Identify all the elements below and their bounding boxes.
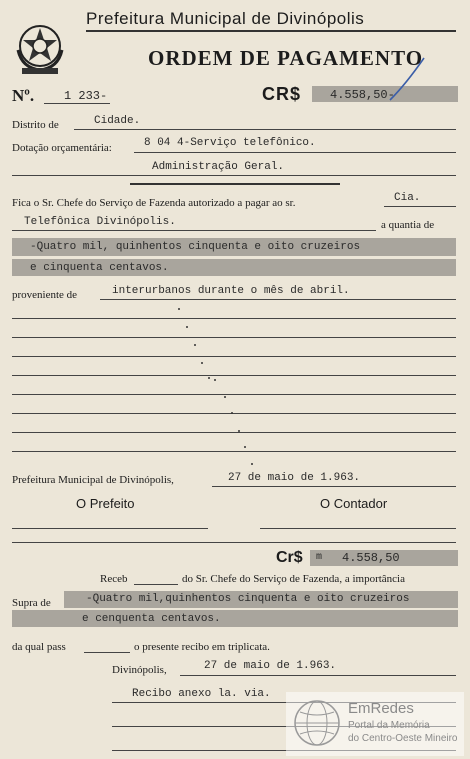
which-label: da qual pass — [12, 641, 66, 653]
header-currency-label: CR$ — [262, 84, 302, 104]
filler-dot — [178, 308, 180, 310]
section-divider — [130, 183, 340, 185]
globe-icon — [292, 698, 342, 748]
number-value: 1 233- — [64, 89, 108, 103]
allocation-label: Dotação orçamentária: — [12, 142, 112, 154]
accountant-signature-line — [260, 528, 456, 529]
mayor-label: O Prefeito — [76, 496, 135, 511]
receipt-separator — [12, 542, 456, 543]
order-date: 27 de maio de 1.963. — [228, 472, 361, 484]
receipt-amount-prefix: m — [316, 552, 323, 563]
blank-line-2 — [12, 337, 456, 338]
mayor-signature-line — [12, 528, 208, 529]
payee-part1: Cia. — [394, 192, 421, 204]
receipt-city-label: Divinópolis, — [112, 664, 167, 676]
payee-rule-1 — [384, 206, 456, 207]
filler-dot — [214, 379, 216, 381]
receipt-words-box-2 — [12, 610, 458, 627]
blank-line-8 — [12, 451, 456, 452]
number-label: Nº. — [12, 86, 35, 105]
filler-dot — [186, 326, 188, 328]
form-title: ORDEM DE PAGAMENTO — [148, 46, 424, 70]
filler-dot — [244, 446, 246, 448]
received-blank — [134, 584, 178, 585]
watermark-brand: EmRedes — [348, 700, 414, 717]
filler-dot — [231, 412, 233, 414]
emredes-watermark — [286, 692, 464, 756]
above-label: Supra de — [12, 597, 51, 609]
blank-line-3 — [12, 356, 456, 357]
blank-line-1 — [12, 318, 456, 319]
which-text: o presente recibo em triplicata. — [134, 641, 270, 653]
origin-rule — [100, 299, 456, 300]
district-rule — [74, 129, 456, 130]
receipt-amount-value: 4.558,50 — [342, 551, 400, 565]
header-amount-value: 4.558,50- — [330, 88, 395, 102]
district-label: Distrito de — [12, 119, 59, 131]
watermark-line2: do Centro-Oeste Mineiro — [348, 733, 458, 744]
pen-stroke — [386, 56, 426, 102]
filler-dot — [194, 344, 196, 346]
filler-dot — [201, 362, 203, 364]
filler-dot — [208, 377, 210, 379]
filler-dot — [238, 430, 240, 432]
blank-line-5 — [12, 394, 456, 395]
amount-label: a quantia de — [381, 219, 435, 231]
blank-line-7 — [12, 432, 456, 433]
receipt-words-line2: e cenquenta centavos. — [82, 613, 221, 625]
blank-line-6 — [12, 413, 456, 414]
amount-words-line1: -Quatro mil, quinhentos cinquenta e oito cruzeiros — [30, 241, 361, 253]
received-label: Receb — [100, 573, 128, 585]
receipt-currency-label: Cr$ — [276, 549, 303, 566]
receipt-date-rule — [180, 675, 456, 676]
coat-of-arms-icon — [12, 20, 68, 78]
allocation-rule — [134, 152, 456, 153]
received-text: do Sr. Chefe do Serviço de Fazenda, a importância — [182, 573, 405, 585]
filler-dot — [224, 396, 226, 398]
payee-rule-2 — [12, 230, 376, 231]
district-value: Cidade. — [94, 115, 141, 127]
header-rule — [86, 30, 456, 32]
allocation-rule-2 — [12, 175, 456, 176]
order-text: Fica o Sr. Chefe do Serviço de Fazenda autorizado a pagar ao sr. — [12, 197, 296, 209]
receipt-words-line1: -Quatro mil,quinhentos cinquenta e oito cruzeiros — [86, 593, 410, 605]
payee-part2: Telefônica Divinópolis. — [24, 216, 176, 228]
allocation-value-2: Administração Geral. — [152, 161, 285, 173]
number-rule — [44, 103, 110, 104]
filler-dot — [251, 463, 253, 465]
blank-line-4 — [12, 375, 456, 376]
which-blank — [84, 652, 130, 653]
allocation-value: 8 04 4-Serviço telefônico. — [144, 137, 316, 149]
attachment-note: Recibo anexo la. via. — [132, 688, 271, 700]
receipt-date: 27 de maio de 1.963. — [204, 660, 337, 672]
municipality-title: Prefeitura Municipal de Divinópolis — [86, 9, 365, 28]
accountant-label: O Contador — [320, 496, 388, 511]
place-label: Prefeitura Municipal de Divinópolis, — [12, 474, 174, 486]
watermark-line1: Portal da Memória — [348, 720, 430, 731]
origin-label: proveniente de — [12, 289, 78, 301]
origin-value: interurbanos durante o mês de abril. — [112, 285, 350, 297]
amount-words-line2: e cinquenta centavos. — [30, 262, 169, 274]
date-rule — [212, 486, 456, 487]
